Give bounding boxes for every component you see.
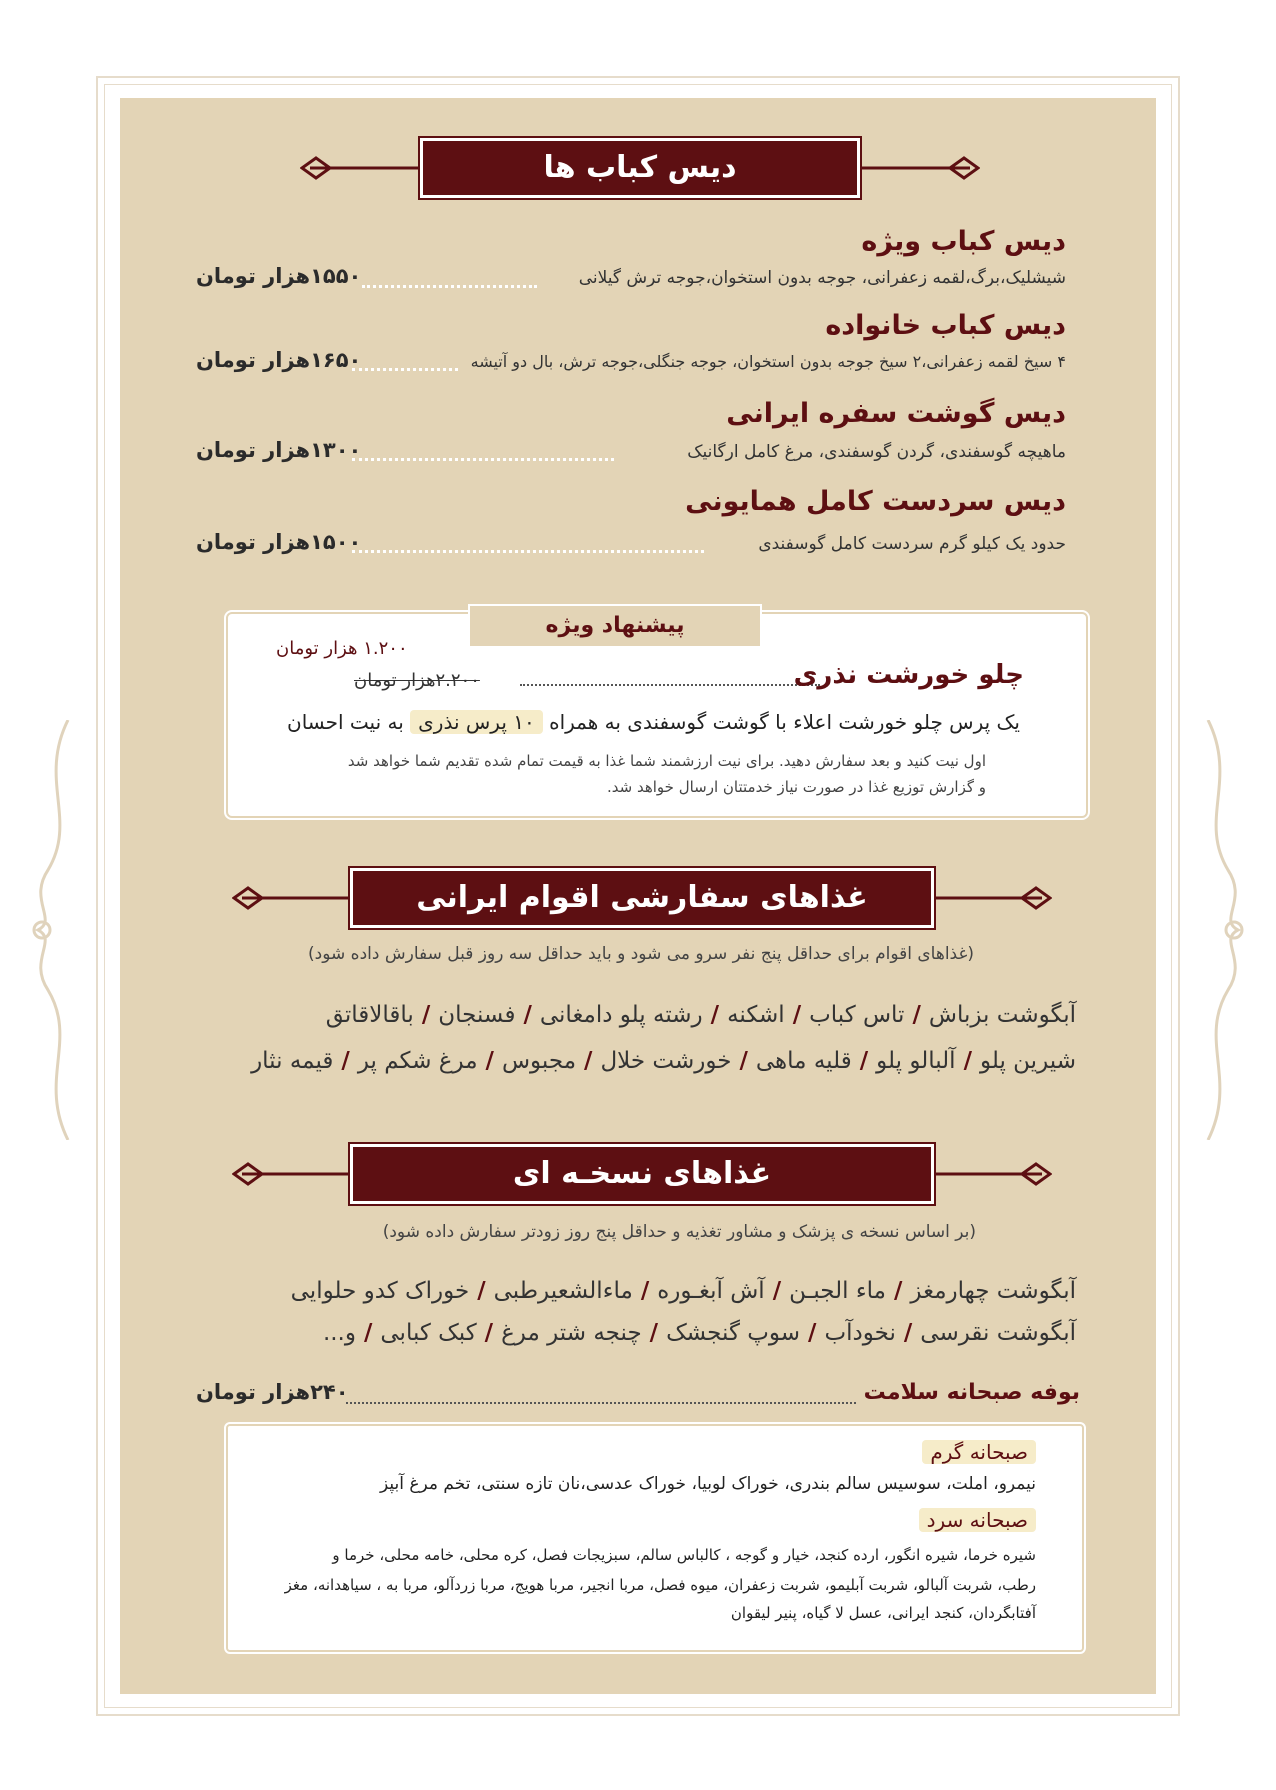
item-desc: ماهیچه گوسفندی، گردن گوسفندی، مرغ کامل ارگانیک — [687, 442, 1066, 462]
prescription-banner — [232, 1144, 1052, 1204]
separator-icon: / — [859, 1048, 869, 1074]
separator-icon: / — [912, 1002, 921, 1028]
dish-item: آبگوشت چهارمغز — [910, 1278, 1076, 1304]
dish-item: سوپ گنجشک — [666, 1320, 801, 1346]
dish-item: شیرین پلو — [979, 1048, 1076, 1074]
separator-icon: / — [772, 1278, 782, 1304]
dish-item: قیمه نثار — [251, 1048, 334, 1074]
leader-dots — [362, 285, 537, 288]
dish-item: آبگوشت بزباش — [928, 1002, 1076, 1028]
dish-item: نخودآب — [824, 1320, 896, 1346]
right-ornament-icon — [1188, 720, 1248, 1140]
separator-icon: / — [363, 1320, 373, 1346]
ethnic-banner — [232, 868, 1052, 928]
special-dish-name: چلو خورشت نذری — [793, 660, 1024, 690]
dish-item: خورشت خلال — [600, 1048, 732, 1074]
dish-item: ماءالشعیرطبی — [493, 1278, 633, 1304]
kebab-banner — [300, 138, 980, 198]
ethnic-list-row-1 — [326, 1002, 1076, 1028]
dish-item: مرغ شکم پر — [357, 1048, 478, 1074]
separator-icon: / — [485, 1048, 494, 1074]
item-price: ۱۵۵۰هزار تومان — [196, 264, 362, 288]
dish-item: فسنجان — [438, 1002, 516, 1028]
dish-item: قلیه ماهی — [755, 1048, 852, 1074]
hot-breakfast-label-wrap — [922, 1440, 1036, 1464]
special-note-2: و گزارش توزیع غذا در صورت نیاز خدمتتان ارسال خواهد شد. — [606, 778, 986, 796]
item-price: ۱۶۵۰هزار تومان — [196, 348, 362, 372]
separator-icon: / — [523, 1002, 532, 1028]
breakfast-title: بوفه صبحانه سلامت — [863, 1380, 1080, 1405]
cold-breakfast-label: صبحانه سرد — [919, 1508, 1036, 1532]
separator-icon: / — [808, 1320, 817, 1346]
cold-breakfast-line-3: آفتابگردان، کنجد ایرانی، عسل لا گیاه، پنیر لیقوان — [730, 1604, 1036, 1622]
separator-icon: / — [484, 1320, 494, 1346]
old-price: ۲.۲۰۰هزار تومان — [354, 670, 480, 691]
separator-icon: / — [341, 1048, 350, 1074]
item-desc: شیشلیک،برگ،لقمه زعفرانی، جوجه بدون استخوان،جوجه ترش گیلانی — [578, 268, 1066, 288]
breakfast-price: ۲۴۰هزار تومان — [196, 1380, 349, 1404]
item-desc: حدود یک کیلو گرم سردست کامل گوسفندی — [758, 534, 1066, 554]
dish-item: تاس کباب — [809, 1002, 905, 1028]
prescription-note: (بر اساس نسخه ی پزشک و مشاور تغذیه و حداقل پنج روز زودتر سفارش داده شود) — [382, 1222, 976, 1242]
separator-icon: / — [710, 1002, 720, 1028]
highlight-badge: ۱۰ پرس نذری — [410, 710, 543, 734]
dish-item: مجبوس — [501, 1048, 577, 1074]
leader-dots — [352, 458, 614, 461]
left-ornament-icon — [28, 720, 88, 1140]
separator-icon: / — [584, 1048, 593, 1074]
item-title: دیس گوشت سفره ایرانی — [726, 398, 1066, 429]
item-desc: ۴ سیخ لقمه زعفرانی،۲ سیخ جوجه بدون استخوان، جوجه جنگلی،جوجه ترش، بال دو آتیشه — [470, 352, 1066, 371]
prescription-title: غذاهای نسخـه ای — [350, 1144, 934, 1204]
separator-icon: / — [963, 1048, 972, 1074]
separator-icon: / — [739, 1048, 748, 1074]
separator-icon: / — [421, 1002, 431, 1028]
special-offer-tab: پیشنهاد ویژه — [468, 604, 762, 648]
dish-item: رشته پلو دامغانی — [539, 1002, 703, 1028]
item-title: دیس کباب ویژه — [861, 226, 1066, 257]
special-line-after: به نیت احسان — [287, 710, 404, 734]
dish-item: چنجه شتر مرغ — [501, 1320, 642, 1346]
special-description — [287, 710, 1020, 734]
item-price: ۱۳۰۰هزار تومان — [196, 438, 362, 462]
separator-icon: / — [903, 1320, 913, 1346]
new-price: ۱.۲۰۰ هزار تومان — [276, 638, 408, 659]
prescription-list-row-2 — [323, 1320, 1076, 1346]
ethnic-title: غذاهای سفارشی اقوام ایرانی — [350, 868, 934, 928]
dish-item: و... — [322, 1320, 356, 1346]
ethnic-note: (غذاهای اقوام برای حداقل پنج نفر سرو می شود و باید حداقل سه روز قبل سفارش داده شود) — [308, 944, 974, 964]
item-title: دیس کباب خانواده — [825, 310, 1066, 341]
separator-icon: / — [649, 1320, 659, 1346]
separator-icon: / — [894, 1278, 903, 1304]
cold-breakfast-label-wrap — [919, 1508, 1036, 1532]
leader-dots — [352, 550, 704, 553]
dish-item: آبگوشت نقرسی — [920, 1320, 1076, 1346]
dish-item: خوراک کدو حلوایی — [290, 1278, 470, 1304]
dish-item: آلبالو پلو — [876, 1048, 956, 1074]
dish-item: آش آبغـوره — [657, 1278, 765, 1304]
separator-icon: / — [477, 1278, 486, 1304]
item-title: دیس سردست کامل همایونی — [685, 486, 1066, 517]
item-price: ۱۵۰۰هزار تومان — [196, 530, 362, 554]
dish-item: ماء الجبـن — [789, 1278, 886, 1304]
leader-dots — [520, 684, 820, 686]
leader-dots — [346, 1402, 856, 1404]
special-line-before: یک پرس چلو خورشت اعلاء با گوشت گوسفندی به همراه — [549, 710, 1020, 734]
ethnic-list-row-2 — [251, 1048, 1076, 1074]
cold-breakfast-line-1: شیره خرما، شیره انگور، ارده کنجد، خیار و گوجه ، کالباس سالم، سبزیجات فصل، کره محلی، خامه محلی، خرما و — [332, 1546, 1036, 1564]
kebab-title: دیس کباب ها — [420, 138, 860, 198]
separator-icon: / — [792, 1002, 802, 1028]
prescription-list-row-1 — [291, 1278, 1076, 1304]
leader-dots — [352, 368, 458, 371]
separator-icon: / — [640, 1278, 650, 1304]
dish-item: اشکنه — [727, 1002, 785, 1028]
cold-breakfast-line-2: رطب، شربت آلبالو، شربت آبلیمو، شربت زعفران، میوه فصل، مربا انجیر، مربا هویج، مربا زردآلو، مربا به ، سیاهدانه، مغز — [284, 1576, 1036, 1594]
hot-breakfast-items: نیمرو، املت، سوسیس سالم بندری، خوراک لوبیا، خوراک عدسی،نان تازه سنتی، تخم مرغ آبپز — [380, 1474, 1036, 1494]
dish-item: باقالاقاتق — [325, 1002, 414, 1028]
hot-breakfast-label: صبحانه گرم — [922, 1440, 1036, 1464]
special-note-1: اول نیت کنید و بعد سفارش دهید. برای نیت ارزشمند شما غذا به قیمت تمام شده تقدیم شما خواهد شد — [347, 752, 986, 770]
dish-item: کبک کبابی — [380, 1320, 477, 1346]
